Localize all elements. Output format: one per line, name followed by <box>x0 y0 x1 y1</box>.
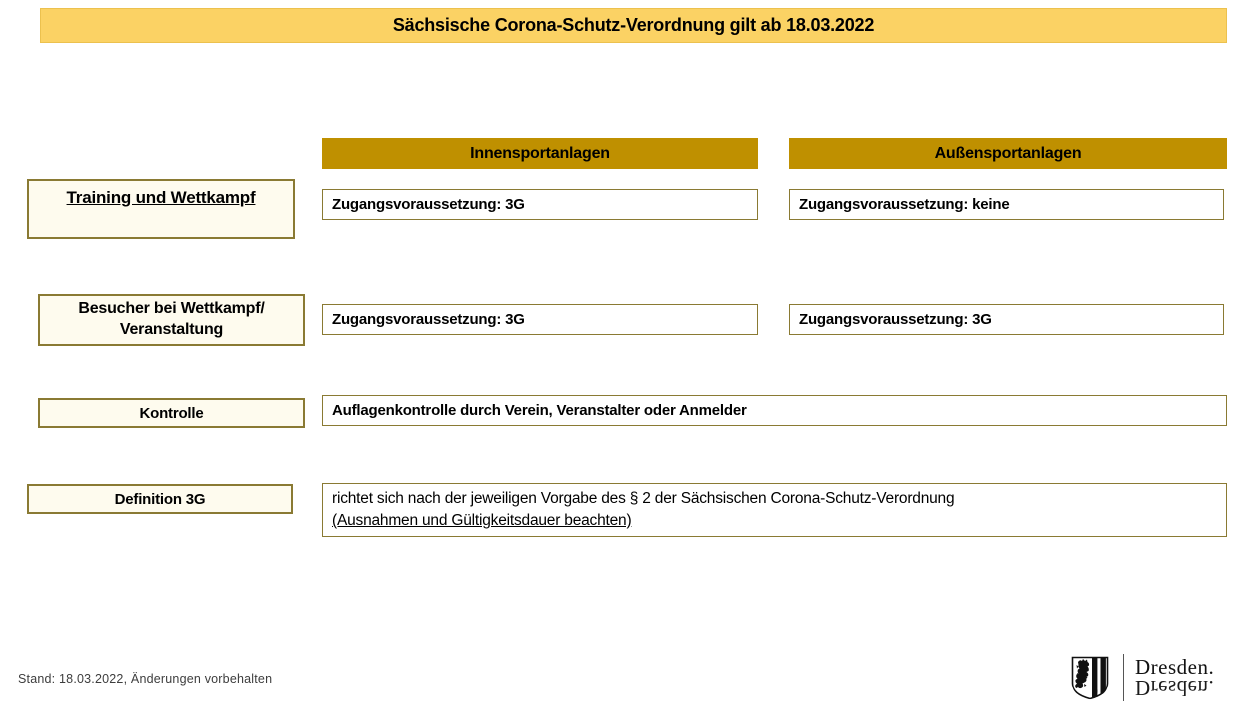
row-label-text: Kontrolle <box>139 404 204 422</box>
row-label-text-line2: Veranstaltung <box>119 321 224 338</box>
status-note: Stand: 18.03.2022, Änderungen vorbehalten <box>18 672 273 686</box>
logo-wordmark-block <box>1135 657 1214 698</box>
row-label-text-line1: Besucher bei Wettkampf/ <box>78 300 265 318</box>
cell-training-aussen: Zugangsvoraussetzung: keine <box>789 189 1224 220</box>
cell-definition-3g <box>322 483 1227 537</box>
cell-besucher-innen: Zugangsvoraussetzung: 3G <box>322 304 758 335</box>
row-label-kontrolle <box>38 398 305 428</box>
row-label-besucher <box>38 294 305 346</box>
logo-wordmark: Dresden. <box>1135 655 1215 679</box>
cell-besucher-aussen: Zugangsvoraussetzung: 3G <box>789 304 1224 335</box>
title-banner <box>40 8 1227 43</box>
cell-kontrolle: Auflagenkontrolle durch Verein, Veranstalter oder Anmelder <box>322 395 1227 426</box>
row-label-text: Training und Wettkampf <box>66 188 256 207</box>
definition-line2: (Ausnahmen und Gültigkeitsdauer beachten) <box>332 512 632 529</box>
row-label-definition-3g <box>27 484 293 514</box>
row-label-training-und-wettkampf <box>27 179 295 239</box>
column-header-innensportanlagen: Innensportanlagen <box>322 138 758 169</box>
cell-training-innen: Zugangsvoraussetzung: 3G <box>322 189 758 220</box>
logo-divider <box>1123 654 1124 701</box>
dresden-logo <box>1071 654 1214 701</box>
dresden-coat-of-arms-icon <box>1071 656 1109 700</box>
page-title: Sächsische Corona-Schutz-Verordnung gilt ab 18.03.2022 <box>392 15 875 35</box>
logo-wordmark-reflection: Dresden. <box>1135 676 1215 700</box>
row-label-text: Definition 3G <box>114 490 206 508</box>
definition-line1: richtet sich nach der jeweiligen Vorgabe des § 2 der Sächsischen Corona-Schutz-Verordnung <box>332 489 955 507</box>
column-header-aussensportanlagen: Außensportanlagen <box>789 138 1227 169</box>
